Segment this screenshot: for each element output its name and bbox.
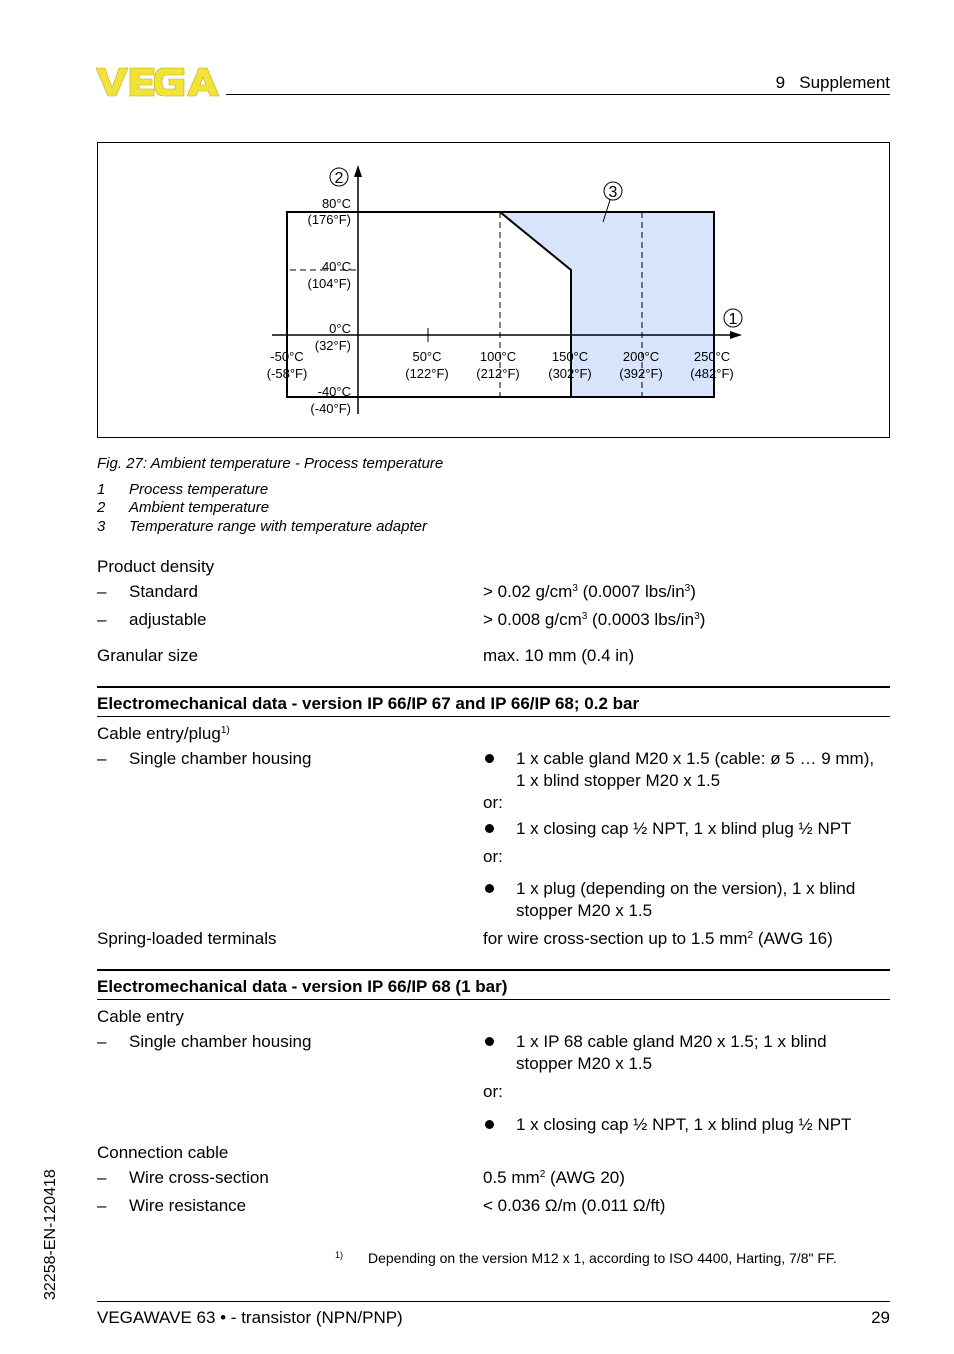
y-tick-label: (176°F) — [307, 212, 351, 227]
dash: – — [97, 1168, 107, 1187]
bullet — [485, 884, 494, 893]
footnote-mark: 1) — [335, 1250, 344, 1260]
bullet — [485, 1120, 494, 1129]
spring-terminals-label: Spring-loaded terminals — [97, 929, 277, 948]
x-tick-label: 100°C — [479, 349, 517, 364]
x-tick-label: 50°C — [412, 349, 442, 364]
standard-value: > 0.02 $g/cm^3$ (0.0007 lbs/$in^3$) — [483, 582, 696, 601]
option-line: 1 x IP 68 cable gland M20 x 1.5; 1 x blind — [516, 1032, 827, 1051]
legend-number: 3 — [97, 518, 106, 535]
dash: – — [97, 1196, 107, 1215]
single-chamber-label: Single chamber housing — [129, 749, 312, 768]
option-line: 1 x closing cap ½ NPT, 1 x blind plug ½ NPT — [516, 819, 852, 838]
product-density-label: Product density — [97, 557, 215, 576]
dash: – — [97, 582, 107, 601]
legend-text: Ambient temperature — [129, 499, 270, 516]
footer-title: VEGAWAVE 63 • - transistor (NPN/PNP) — [97, 1308, 403, 1327]
or-text: or: — [483, 1082, 503, 1101]
x-tick-label: 250°C — [693, 349, 731, 364]
or-text: or: — [483, 793, 503, 812]
section-title: Electromechanical data - version IP 66/IP 67 and IP 66/IP 68; 0.2 bar — [97, 694, 640, 713]
x-tick-label: (392°F) — [619, 366, 663, 381]
cable-entry-label: Cable entry/plug$^{1)}$ — [97, 724, 230, 743]
x-tick-label: -50°C — [270, 349, 304, 364]
page-number: 29 — [871, 1308, 890, 1327]
option-line: 1 x blind stopper M20 x 1.5 — [516, 771, 721, 790]
callout-number: 1 — [728, 311, 738, 328]
section-rule-bottom — [97, 999, 890, 1000]
temperature-chart — [98, 143, 888, 436]
x-tick-label: (122°F) — [405, 366, 449, 381]
x-axis-arrow — [730, 331, 742, 339]
y-tick-label: (32°F) — [314, 338, 351, 353]
document-code: 32258-EN-120418 — [42, 1169, 59, 1300]
footer-rule — [97, 1301, 890, 1302]
x-tick-label: (302°F) — [548, 366, 592, 381]
section-title: Electromechanical data - version IP 66/IP 68 (1 bar) — [97, 977, 508, 996]
wire-cross-section-label: Wire cross-section — [129, 1168, 269, 1187]
y-tick-label: (104°F) — [307, 276, 351, 291]
option-line: stopper M20 x 1.5 — [516, 901, 653, 920]
x-tick-label: (482°F) — [690, 366, 734, 381]
option-line: 1 x plug (depending on the version), 1 x blind — [516, 879, 856, 898]
single-chamber-label: Single chamber housing — [129, 1032, 312, 1051]
figure-caption: Fig. 27: Ambient temperature - Process temperature — [97, 455, 444, 472]
option-line: 1 x closing cap ½ NPT, 1 x blind plug ½ NPT — [516, 1115, 852, 1134]
y-tick-label: -40°C — [317, 384, 351, 399]
legend-number: 2 — [97, 499, 106, 516]
footnote-text: Depending on the version M12 x 1, according to ISO 4400, Harting, 7/8" FF. — [368, 1250, 837, 1266]
connection-cable-label: Connection cable — [97, 1143, 229, 1162]
section-rule-top — [97, 969, 890, 971]
y-axis-arrow — [354, 165, 362, 177]
option-line: stopper M20 x 1.5 — [516, 1054, 653, 1073]
header-rule — [226, 94, 890, 95]
section-heading: 9 Supplement — [775, 73, 890, 92]
or-text: or: — [483, 847, 503, 866]
y-tick-label: 80°C — [321, 196, 351, 211]
legend-text: Temperature range with temperature adapter — [129, 518, 427, 535]
granular-size-label: Granular size — [97, 646, 199, 665]
legend-text: Process temperature — [129, 481, 269, 498]
wire-resistance-value: < 0.036 Ω/m (0.011 Ω/ft) — [483, 1196, 666, 1215]
adjustable-value: > 0.008 $g/cm^3$ (0.0003 lbs/$in^3$) — [483, 610, 706, 629]
spring-terminals-value: for wire cross-section up to 1.5 $mm^2$ (AWG 16) — [483, 929, 833, 948]
bullet — [485, 1037, 494, 1046]
wire-resistance-label: Wire resistance — [129, 1196, 247, 1215]
y-tick-label: 0°C — [329, 321, 351, 336]
callout-number: 3 — [608, 184, 618, 201]
section-rule-bottom — [97, 716, 890, 717]
dash: – — [97, 749, 107, 768]
wire-cross-section-value: 0.5 $mm^2$ (AWG 20) — [483, 1168, 625, 1187]
standard-label: Standard — [129, 582, 198, 601]
footnote-ref: 1) — [220, 725, 230, 736]
y-tick-label: 40°C — [321, 259, 351, 274]
option-line: 1 x cable gland M20 x 1.5 (cable: ø 5 … 9 mm), — [516, 749, 875, 768]
bullet — [485, 824, 494, 833]
x-tick-label: 200°C — [622, 349, 660, 364]
callout-number: 2 — [334, 170, 344, 187]
section-rule-top — [97, 686, 890, 688]
legend-number: 1 — [97, 481, 106, 498]
x-tick-label: (-58°F) — [266, 366, 308, 381]
x-tick-label: (212°F) — [476, 366, 520, 381]
adapter-range-area — [500, 212, 714, 397]
granular-size-value: max. 10 mm (0.4 in) — [483, 646, 635, 665]
dash: – — [97, 1032, 107, 1051]
vega-logo — [96, 66, 220, 98]
cable-entry-label: Cable entry — [97, 1007, 184, 1026]
bullet — [485, 754, 494, 763]
dash: – — [97, 610, 107, 629]
adjustable-label: adjustable — [129, 610, 207, 629]
y-tick-label: (-40°F) — [310, 401, 351, 416]
x-tick-label: 150°C — [551, 349, 589, 364]
